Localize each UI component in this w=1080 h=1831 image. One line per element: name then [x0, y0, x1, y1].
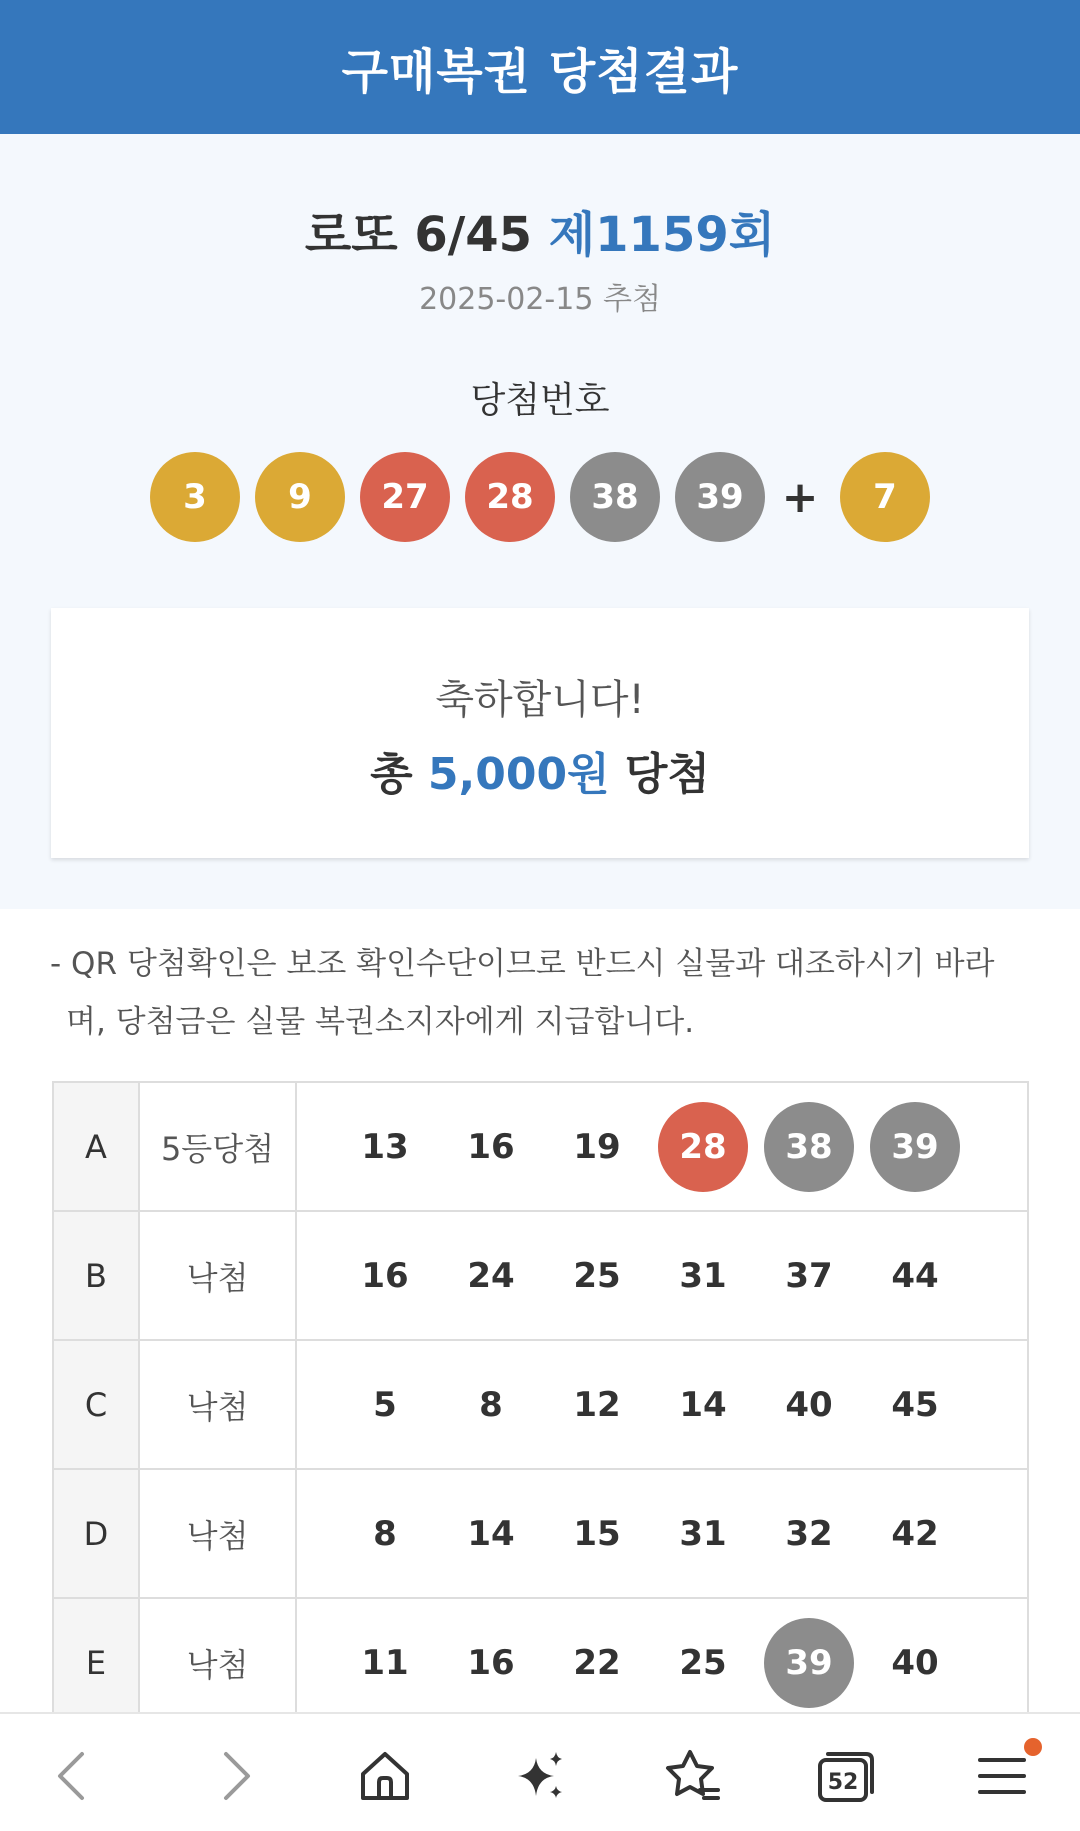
winning-numbers	[150, 452, 950, 542]
ticket-number: 40	[891, 1643, 939, 1683]
ticket-number: 5	[373, 1385, 397, 1425]
winning-ball: 27	[360, 452, 450, 542]
ai-sparkle-button[interactable]	[500, 1736, 580, 1816]
ticket-table	[52, 1081, 1029, 1728]
winning-ball: 3	[150, 452, 240, 542]
ticket-label: B	[54, 1212, 140, 1339]
congrats-message: 축하합니다!	[435, 677, 645, 723]
ticket-label: D	[54, 1470, 140, 1597]
game-name: 로또 6/45	[304, 207, 533, 263]
ticket-number: 32	[785, 1514, 833, 1554]
prize-amount: 5,000원	[427, 749, 610, 800]
ticket-number: 19	[573, 1127, 621, 1167]
ticket-number: 42	[891, 1514, 939, 1554]
winning-numbers-label: 당첨번호	[470, 380, 610, 421]
ticket-number-matched: 39	[870, 1102, 960, 1192]
ticket-number: 14	[679, 1385, 727, 1425]
ticket-row	[54, 1599, 1027, 1728]
chevron-right-icon	[202, 1744, 266, 1808]
ticket-row	[54, 1212, 1027, 1341]
menu-button[interactable]	[962, 1736, 1042, 1816]
ticket-number: 25	[573, 1256, 621, 1296]
star-list-icon	[660, 1744, 724, 1808]
ticket-number: 16	[467, 1643, 515, 1683]
winning-ball: 28	[465, 452, 555, 542]
prize-suffix: 당첨	[624, 749, 710, 800]
ticket-row	[54, 1470, 1027, 1599]
prize-prefix: 총	[370, 749, 413, 800]
winning-ball: 39	[675, 452, 765, 542]
round-title	[0, 196, 1080, 265]
hamburger-menu-icon	[970, 1744, 1034, 1808]
ticket-status: 낙첨	[140, 1212, 297, 1339]
ticket-status: 5등당첨	[140, 1083, 297, 1210]
page-title: 구매복권 당첨결과	[341, 43, 739, 100]
forward-button[interactable]	[194, 1736, 274, 1816]
prize-card	[51, 608, 1029, 858]
browser-nav-bar	[0, 1712, 1080, 1831]
ticket-number-matched: 38	[764, 1102, 854, 1192]
tabs-button[interactable]	[806, 1736, 886, 1816]
tabs-icon	[814, 1744, 878, 1808]
ticket-number: 16	[467, 1127, 515, 1167]
ticket-number: 31	[679, 1514, 727, 1554]
ticket-number: 31	[679, 1256, 727, 1296]
ticket-numbers	[297, 1083, 1027, 1210]
ticket-status: 낙첨	[140, 1599, 297, 1726]
ticket-row	[54, 1341, 1027, 1470]
ticket-number: 24	[467, 1256, 515, 1296]
draw-date: 2025-02-15 추첨	[419, 282, 661, 317]
ticket-label: C	[54, 1341, 140, 1468]
ticket-number: 15	[573, 1514, 621, 1554]
ticket-numbers	[297, 1470, 1027, 1597]
ticket-number: 22	[573, 1643, 621, 1683]
ticket-status: 낙첨	[140, 1470, 297, 1597]
ticket-number-matched: 39	[764, 1618, 854, 1708]
ticket-numbers	[297, 1212, 1027, 1339]
ticket-number: 11	[361, 1643, 409, 1683]
ticket-number: 40	[785, 1385, 833, 1425]
ticket-number: 14	[467, 1514, 515, 1554]
chevron-left-icon	[42, 1744, 106, 1808]
home-icon	[353, 1744, 417, 1808]
bonus-ball: 7	[840, 452, 930, 542]
ticket-number: 12	[573, 1385, 621, 1425]
ticket-number: 25	[679, 1643, 727, 1683]
plus-sign: +	[781, 471, 819, 523]
home-button[interactable]	[345, 1736, 425, 1816]
ticket-label: E	[54, 1599, 140, 1726]
ticket-number: 13	[361, 1127, 409, 1167]
header-bar	[0, 0, 1080, 134]
back-button[interactable]	[34, 1736, 114, 1816]
ticket-number: 44	[891, 1256, 939, 1296]
ticket-row	[54, 1083, 1027, 1212]
winning-ball: 9	[255, 452, 345, 542]
round-number: 제1159회	[548, 207, 776, 263]
ticket-number: 8	[479, 1385, 503, 1425]
ticket-number: 45	[891, 1385, 939, 1425]
winning-ball: 38	[570, 452, 660, 542]
ticket-numbers	[297, 1599, 1027, 1726]
sparkle-icon	[508, 1744, 572, 1808]
ticket-number: 16	[361, 1256, 409, 1296]
tab-count: 52	[827, 1770, 859, 1795]
prize-total	[51, 738, 1029, 802]
ticket-number-matched: 28	[658, 1102, 748, 1192]
ticket-number: 37	[785, 1256, 833, 1296]
draw-result-section	[0, 134, 1080, 909]
notification-dot	[1024, 1738, 1042, 1756]
bookmarks-button[interactable]	[652, 1736, 732, 1816]
ticket-number: 8	[373, 1514, 397, 1554]
ticket-label: A	[54, 1083, 140, 1210]
ticket-status: 낙첨	[140, 1341, 297, 1468]
notice-text: - QR 당첨확인은 보조 확인수단이므로 반드시 실물과 대조하시기 바라며, 당첨금은 실물 복권소지자에게 지급합니다.	[50, 946, 995, 1040]
ticket-numbers	[297, 1341, 1027, 1468]
